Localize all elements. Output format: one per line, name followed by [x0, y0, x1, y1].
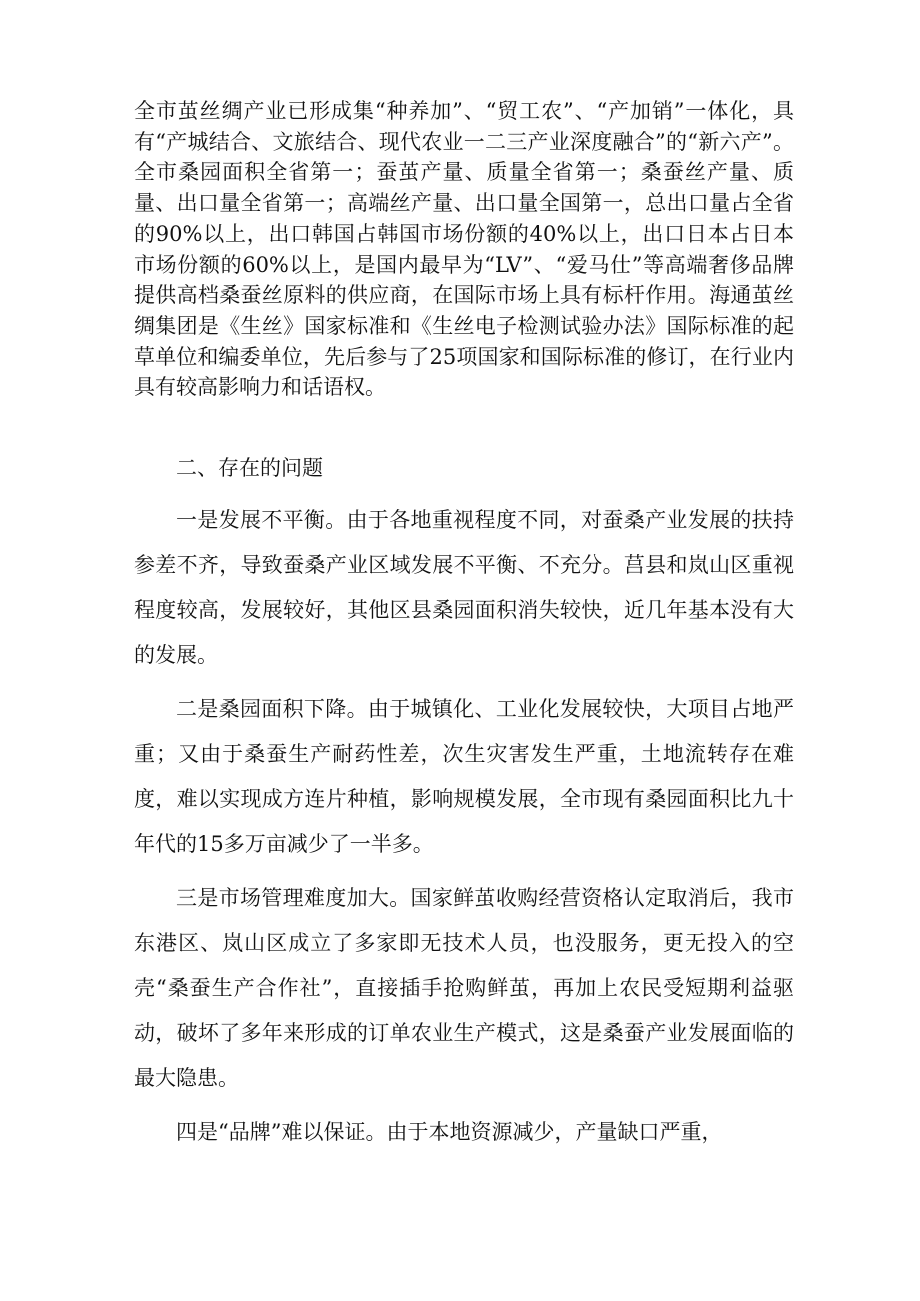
paragraph-problem-2: 二是桑园面积下降。由于城镇化、工业化发展较快，大项目占地严重；又由于桑蚕生产耐药性差，次生灾害发生严重，土地流转存在难度，难以实现成方连片种植，影响规模发展，全市现有桑园面积比九十年代的15多万亩减少了一半多。: [134, 697, 794, 856]
section-heading-problems: 二、存在的问题: [176, 456, 323, 480]
paragraph-industry-overview: 全市茧丝绸产业已形成集“种养加”、“贸工农”、“产加销”一体化，具有“产城结合、文旅结合、现代农业一二三产业深度融合”的“新六产”。全市桑园面积全省第一；蚕茧产量、质量全省第一；桑蚕丝产量、质量、出口量全省第一；高端丝产量、出口量全国第一，总出口量占全省的90%以上，出口韩国占韩国市场份额的40%以上，出口日本占日本市场份额的60%以上，是国内最早为“LV”、“爱马仕”等高端奢侈品牌提供高档桑蚕丝原料的供应商，在国际市场上具有标杆作用。海通茧丝绸集团是《生丝》国家标准和《生丝电子检测试验办法》国际标准的起草单位和编委单位，先后参与了25项国家和国际标准的修订，在行业内具有较高影响力和话语权。: [134, 99, 794, 400]
paragraph-problem-3: 三是市场管理难度加大。国家鲜茧收购经营资格认定取消后，我市东港区、岚山区成立了多家即无技术人员，也没服务，更无投入的空壳“桑蚕生产合作社”，直接插手抢购鲜茧，再加上农民受短期利益驱动，破坏了多年来形成的订单农业生产模式，这是桑蚕产业发展面临的最大隐患。: [134, 886, 794, 1090]
paragraph-problem-4: 四是“品牌”难以保证。由于本地资源减少，产量缺口严重，: [176, 1120, 723, 1144]
paragraph-problem-1: 一是发展不平衡。由于各地重视程度不同，对蚕桑产业发展的扶持参差不齐，导致蚕桑产业区域发展不平衡、不充分。莒县和岚山区重视程度较高，发展较好，其他区县桑园面积消失较快，近几年基本没有大的发展。: [134, 508, 794, 667]
